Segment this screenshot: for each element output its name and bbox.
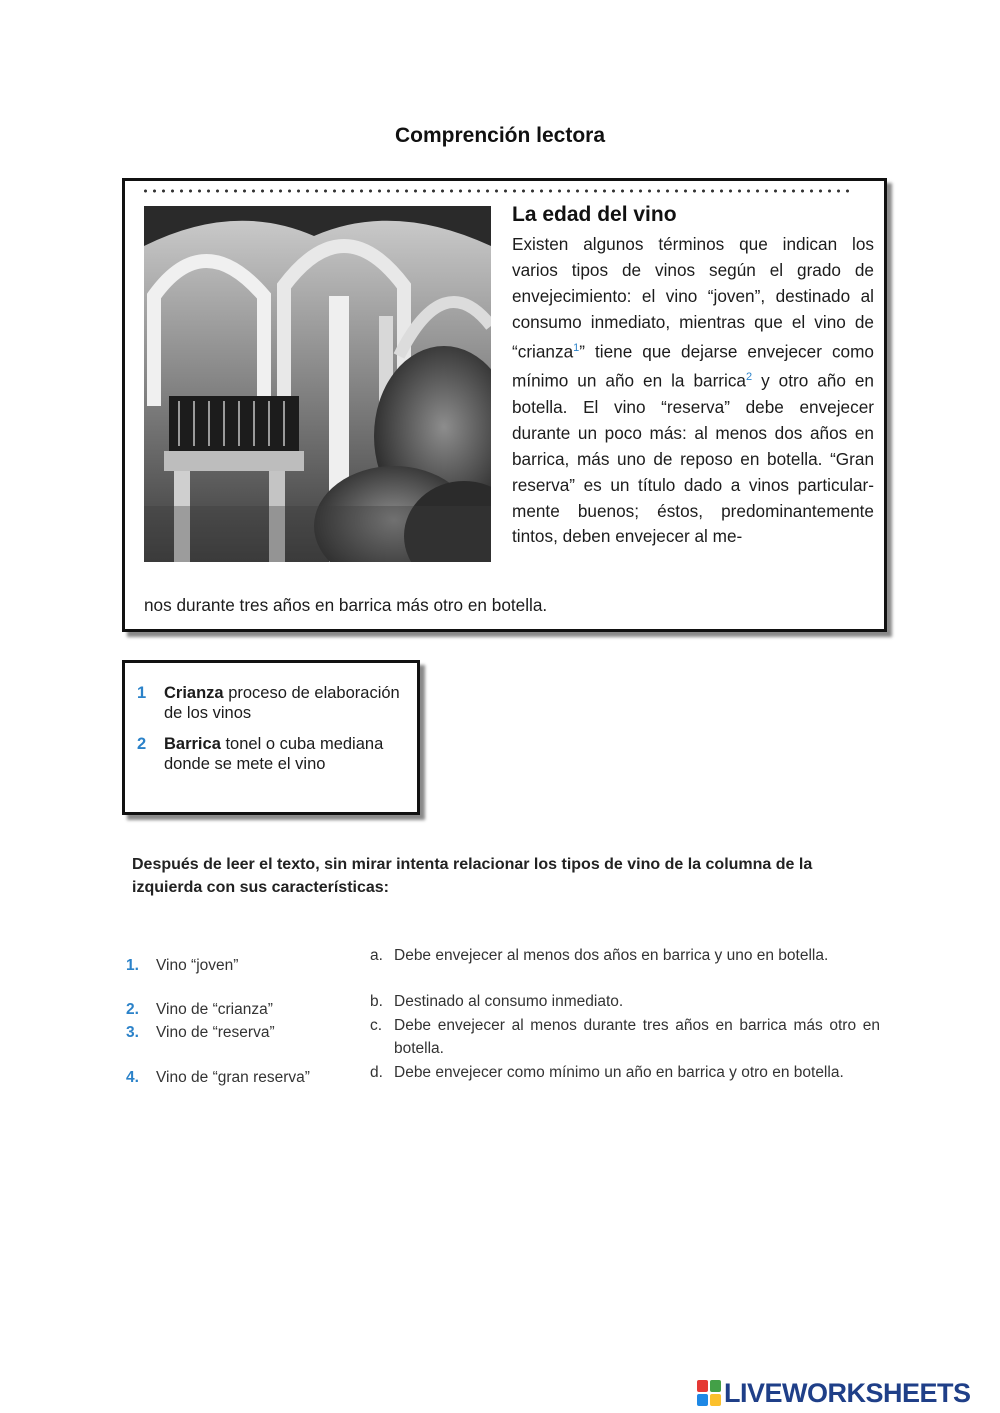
glossary-number: 1 <box>137 684 147 702</box>
wine-type-label: Vino “joven” <box>156 957 239 974</box>
wine-cellar-photo <box>144 206 491 562</box>
dotted-divider <box>141 189 853 193</box>
footnote-ref-2: 2 <box>746 371 753 384</box>
characteristic-text: Destinado al consumo inmediato. <box>394 993 624 1010</box>
characteristic-item <box>370 1014 880 1060</box>
wine-type-number: 2. <box>126 1001 139 1018</box>
logo-text: LIVEWORKSHEETS <box>724 1378 971 1408</box>
instructions: Después de leer el texto, sin mirar intenta relacionar los tipos de vino de la columna de la izquierda con sus características: <box>132 856 813 896</box>
glossary-definition: tonel o cuba mediana donde se mete el vino <box>164 735 384 773</box>
logo-icon <box>697 1380 721 1406</box>
characteristic-letter: b. <box>370 993 383 1010</box>
characteristic-text: Debe envejecer al menos durante tres años en barrica más otro en botella. <box>394 1017 880 1057</box>
wine-type-item <box>126 957 238 975</box>
wine-type-number: 3. <box>126 1024 139 1041</box>
characteristic-letter: a. <box>370 947 383 964</box>
wine-type-label: Vino de “crianza” <box>156 1001 273 1018</box>
characteristic-letter: c. <box>370 1017 383 1034</box>
reading-title: La edad del vino <box>512 203 677 226</box>
glossary-number: 2 <box>137 735 147 753</box>
reading-text-tail: nos durante tres años en barrica más otro en botella. <box>144 595 548 615</box>
characteristic-text: Debe envejecer como mínimo un año en barrica y otro en botella. <box>394 1064 844 1081</box>
wine-type-number: 4. <box>126 1069 139 1086</box>
reading-text <box>512 232 874 550</box>
wine-type-number: 1. <box>126 957 139 974</box>
glossary-box <box>122 660 420 815</box>
wine-type-label: Vino de “gran reserva” <box>156 1069 310 1086</box>
characteristic-letter: d. <box>370 1064 383 1081</box>
reading-text-part-3: y otro año en botella. El vino “reserva” debe envejecer durante un poco más: al menos dos años en barrica, más uno de reposo en botella. “Gran reserva” es un título dado a vinos particularmente buenos; éstos, predominantemente tintos, deben envejecer al me- <box>512 371 874 547</box>
glossary-definition: proceso de elaboración de los vinos <box>164 684 400 722</box>
characteristic-item <box>370 990 880 1013</box>
glossary-term: Crianza <box>164 684 224 702</box>
footnote-ref-1: 1 <box>573 341 580 354</box>
wine-type-item <box>126 1024 275 1042</box>
characteristic-text: Debe envejecer al menos dos años en barrica y uno en botella. <box>394 947 829 964</box>
reading-text-part-2: ” tiene que dejarse envejecer como mínimo un año en la barrica <box>512 341 874 391</box>
characteristic-item <box>370 1061 880 1084</box>
reading-box <box>122 178 887 632</box>
wine-type-item <box>126 1001 273 1019</box>
page-title: Comprención lectora <box>394 124 606 147</box>
wine-type-item <box>126 1069 310 1087</box>
reading-text-part-1: Existen algunos términos que indican los varios tipos de vinos según el grado de envejecimiento: el vino “joven”, destinado al consumo inmediato, mientras que el vino de “crianza <box>512 234 874 362</box>
wine-type-label: Vino de “reserva” <box>156 1024 275 1041</box>
glossary-term: Barrica <box>164 735 221 753</box>
characteristic-item <box>370 944 880 967</box>
